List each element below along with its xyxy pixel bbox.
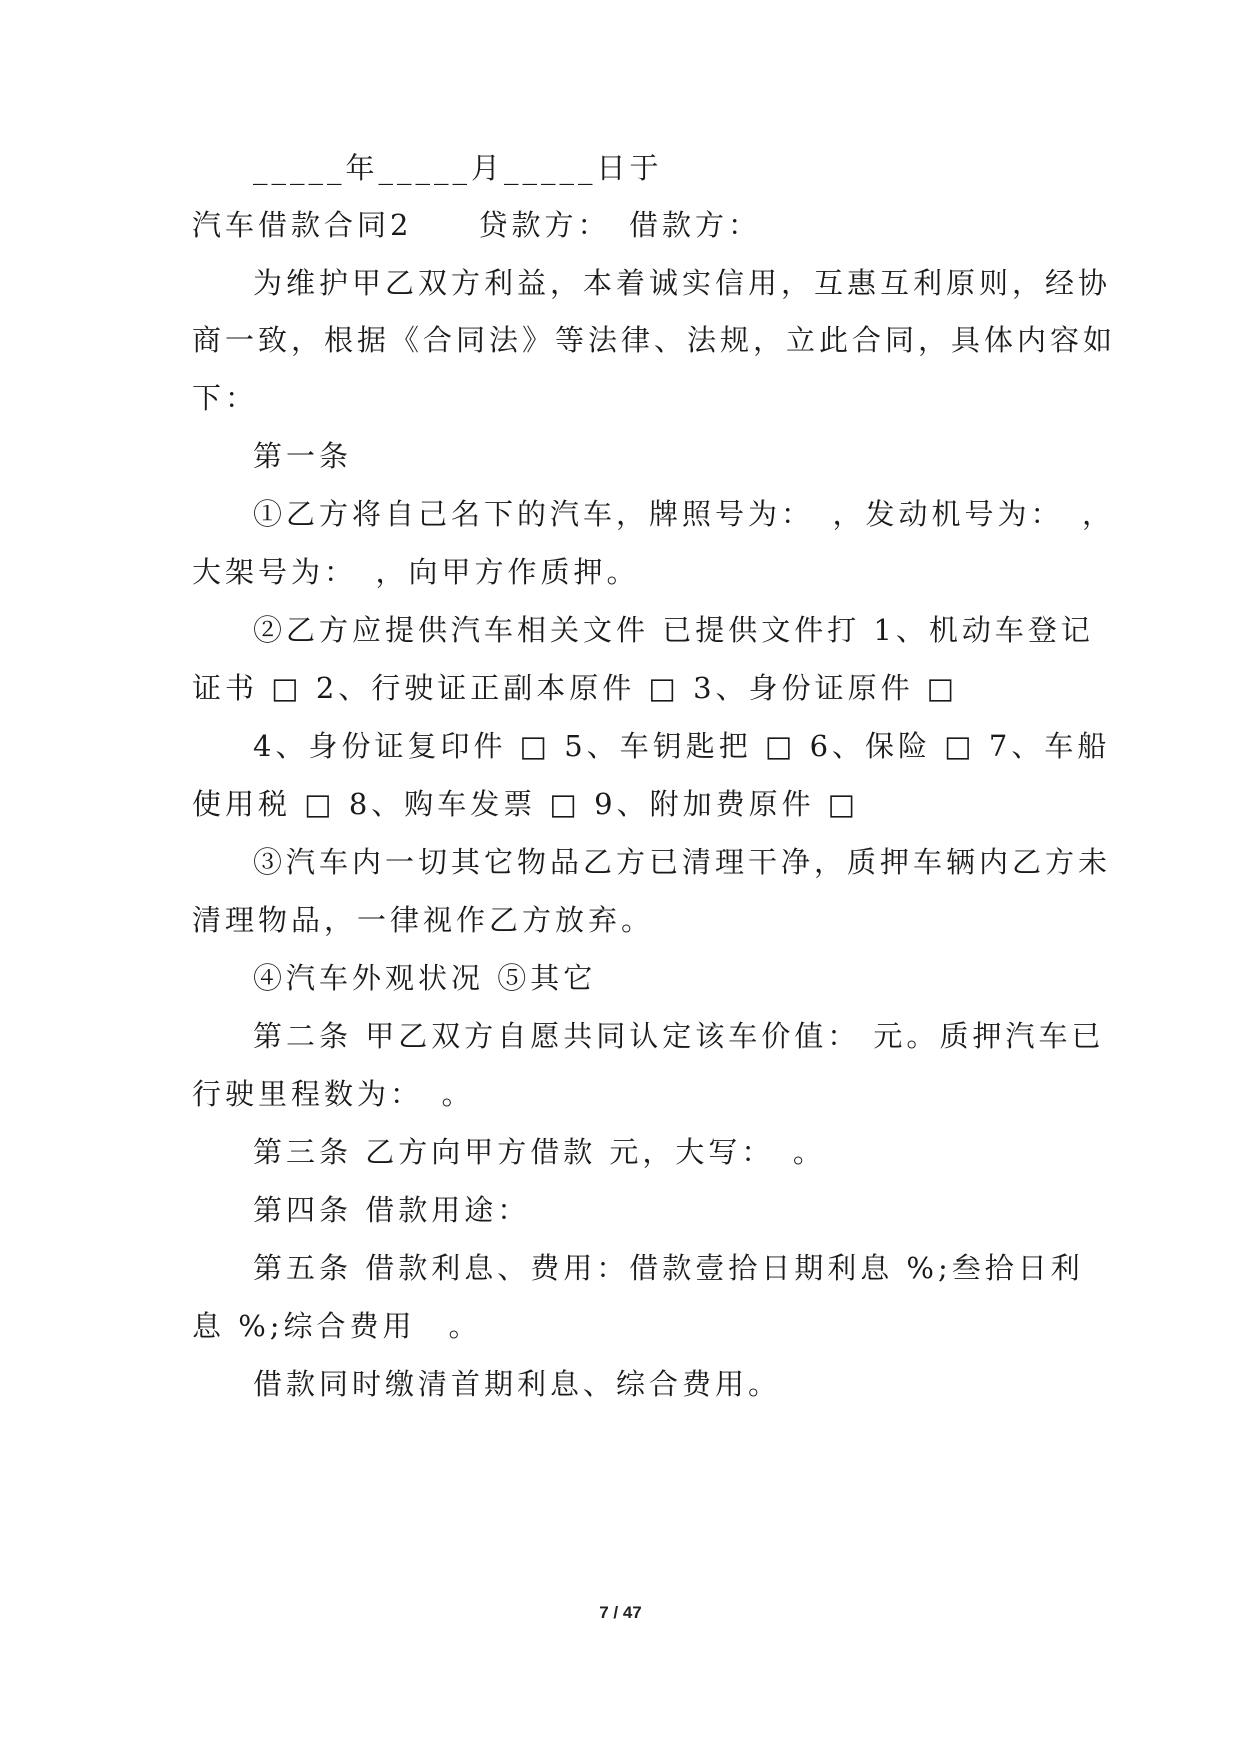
paragraph-line: 下： [192,381,259,415]
paragraph-line: 借款同时缴清首期利息、综合费用。 [253,1367,782,1401]
date-line: _____年_____月_____日于 [253,151,663,185]
paragraph-line: 大架号为： ，向甲方作质押。 [192,555,640,589]
paragraph-line: 行驶里程数为： 。 [192,1077,475,1111]
paragraph-line: 商一致，根据《合同法》等法律、法规，立此合同，具体内容如 [192,323,1117,357]
paragraph-line: 为维护甲乙双方利益，本着诚实信用，互惠互利原则，经协 [253,266,1112,300]
page-number: 7 / 47 [599,1603,642,1622]
paragraph-line: ②乙方应提供汽车相关文件 已提供文件打 1、机动车登记 [253,613,1094,647]
paragraph-line: ③汽车内一切其它物品乙方已清理干净，质押车辆内乙方未 [253,845,1112,879]
paragraph-line: 使用税 □ 8、购车发票 □ 9、附加费原件 □ [192,787,860,821]
article-line: 第三条 乙方向甲方借款 元，大写： 。 [253,1135,826,1169]
paragraph-line: ①乙方将自己名下的汽车，牌照号为： ，发动机号为： ， [253,497,1116,531]
article-heading: 第一条 [253,439,353,473]
article-line: 第二条 甲乙双方自愿共同认定该车价值： 元。质押汽车已 [253,1019,1105,1053]
paragraph-line: ④汽车外观状况 ⑤其它 [253,961,597,995]
paragraph-line: 4、身份证复印件 □ 5、车钥匙把 □ 6、保险 □ 7、车船 [253,729,1111,763]
paragraph-line: 清理物品，一律视作乙方放弃。 [192,903,655,937]
paragraph-line: 证书 □ 2、行驶证正副本原件 □ 3、身份证原件 □ [192,671,959,705]
article-line: 第四条 借款用途： [253,1193,531,1227]
contract-title-line: 汽车借款合同2 贷款方： 借款方： [192,208,761,242]
paragraph-line: 息 %;综合费用 。 [192,1309,482,1343]
article-line: 第五条 借款利息、费用：借款壹拾日期利息 %;叁拾日利 [253,1251,1084,1285]
